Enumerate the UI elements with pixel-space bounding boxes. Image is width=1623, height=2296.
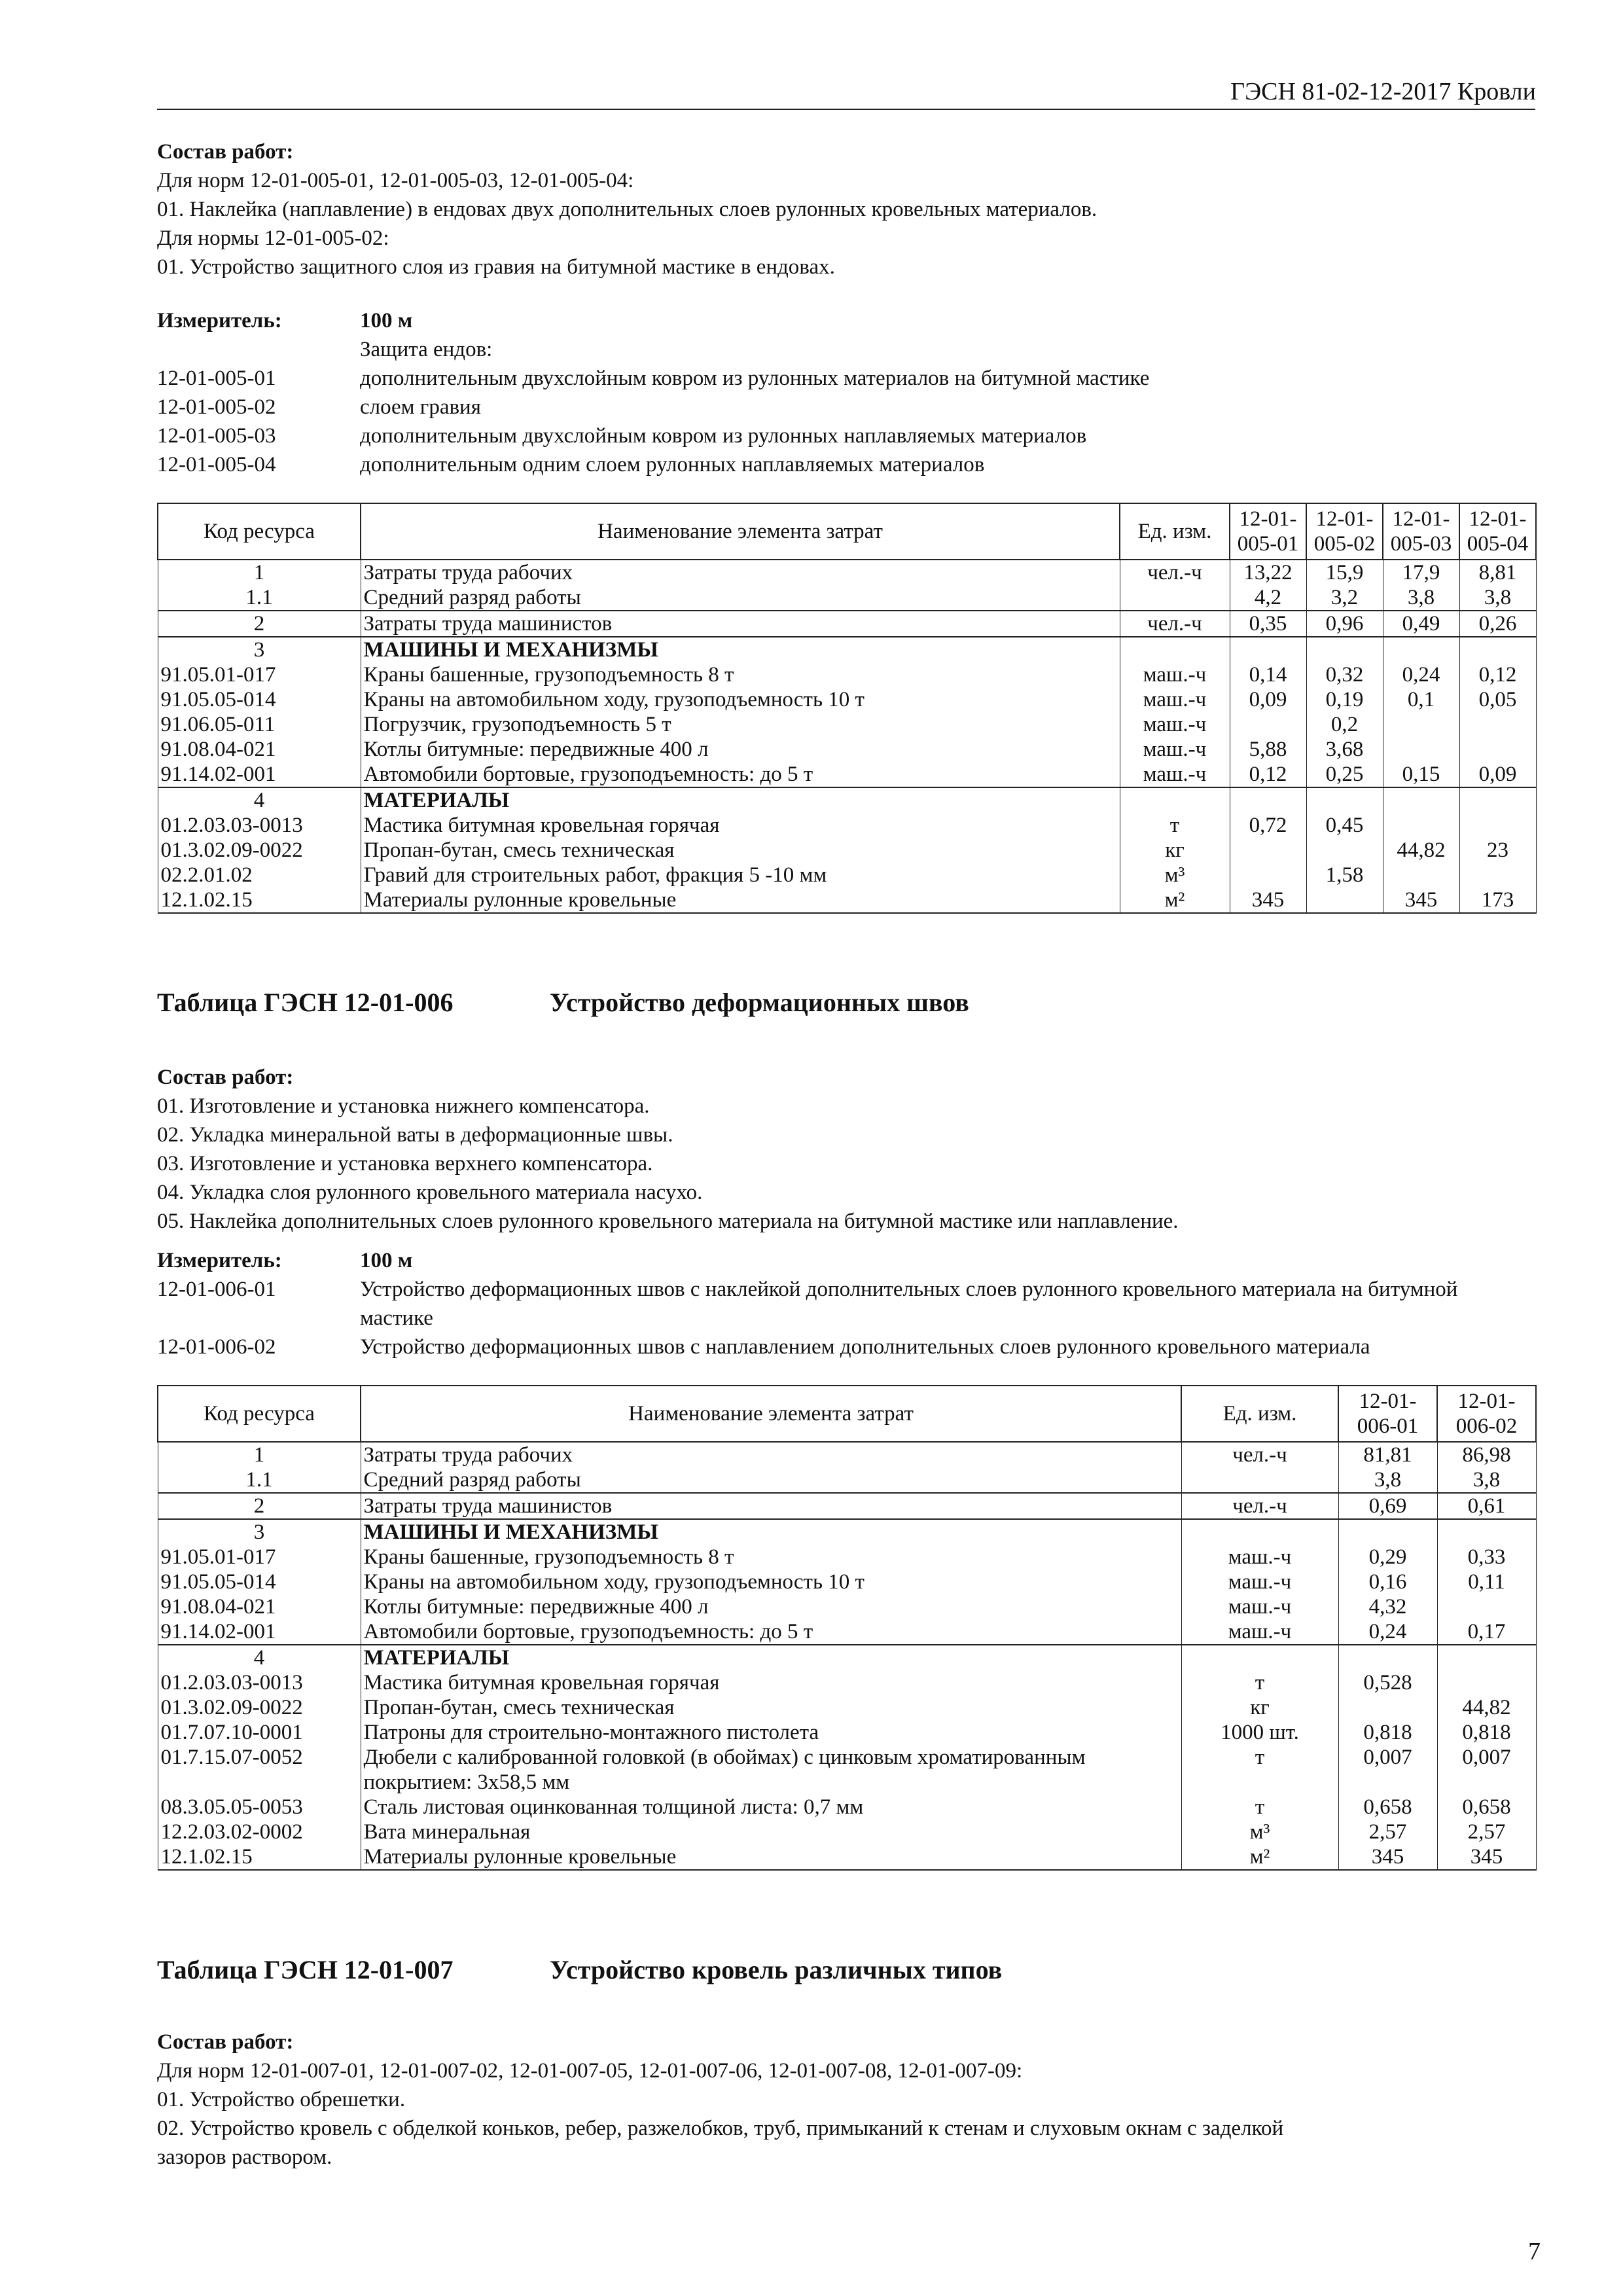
column-header: Ед. изм.: [1181, 1386, 1338, 1442]
norm-value: 3,8: [1437, 1467, 1536, 1493]
running-header-title: ГЭСН 81-02-12-2017 Кровли: [1230, 78, 1536, 105]
unit: [1120, 637, 1230, 662]
s2-composition: [157, 1063, 1535, 1236]
cost-element-name: Мастика битумная кровельная горячая: [361, 1670, 1181, 1695]
resource-code: 1: [158, 1442, 361, 1467]
resource-table-12-01-005: [157, 503, 1537, 914]
resource-code: 02.2.01.02: [158, 863, 361, 888]
cost-element-name: МАШИНЫ И МЕХАНИЗМЫ: [361, 637, 1120, 662]
cost-element-name: Пропан-бутан, смесь техническая: [361, 1695, 1181, 1720]
s1-composition-line: Для нормы 12-01-005-02:: [157, 226, 389, 250]
norm-value: 0,33: [1437, 1545, 1536, 1570]
unit: т: [1181, 1745, 1338, 1795]
norm-value: 4,32: [1338, 1594, 1437, 1619]
norm-value: 0,96: [1306, 611, 1383, 637]
norm-value: 0,818: [1338, 1720, 1437, 1745]
norm-value: [1459, 637, 1536, 662]
norm-value: 3,8: [1383, 585, 1459, 611]
resource-code: 2: [158, 1493, 361, 1519]
resource-code: 01.3.02.09-0022: [158, 838, 361, 863]
unit: маш.-ч: [1120, 712, 1230, 737]
norm-desc: слоем гравия: [360, 395, 481, 419]
s2-table-title: [157, 987, 969, 1018]
norm-value: 0,69: [1338, 1493, 1437, 1519]
page-number: 7: [1528, 2238, 1541, 2265]
cost-element-name: Котлы битумные: передвижные 400 л: [361, 1594, 1181, 1619]
table-row: [158, 1695, 1536, 1720]
table-row: [158, 1720, 1536, 1745]
norm-value: [1459, 737, 1536, 762]
unit: маш.-ч: [1120, 762, 1230, 787]
unit: кг: [1181, 1695, 1338, 1720]
norm-value: 44,82: [1383, 838, 1459, 863]
table-header-row: [158, 503, 1536, 560]
norm-value: 0,24: [1338, 1619, 1437, 1645]
norm-value: 0,11: [1437, 1570, 1536, 1594]
resource-code: 01.2.03.03-0013: [158, 1670, 361, 1695]
cost-element-name: МАШИНЫ И МЕХАНИЗМЫ: [361, 1519, 1181, 1545]
table-row: [158, 1442, 1536, 1467]
s3-composition-line: 01. Устройство обрешетки.: [157, 2088, 406, 2111]
header-rule: [157, 109, 1535, 110]
norm-value: 0,09: [1459, 762, 1536, 787]
s2-composition-line: 01. Изготовление и установка нижнего компенсатора.: [157, 1094, 650, 1118]
s1-measure-subtitle: Защита ендов:: [360, 338, 493, 361]
norm-value: 0,818: [1437, 1720, 1536, 1745]
norm-value: 0,26: [1459, 611, 1536, 637]
norm-value: [1437, 1670, 1536, 1695]
resource-code: 3: [158, 1519, 361, 1545]
norm-value: 0,19: [1306, 687, 1383, 712]
norm-value: 44,82: [1437, 1695, 1536, 1720]
s3-composition-line: зазоров раствором.: [157, 2145, 332, 2169]
s3-composition-label: Состав работ:: [157, 2030, 294, 2054]
s2-composition-line: 05. Наклейка дополнительных слоев рулонного кровельного материала на битумной мастике или наплавление.: [157, 1210, 1179, 1233]
table-row: [158, 838, 1536, 863]
cost-element-name: Средний разряд работы: [361, 1467, 1181, 1493]
norm-value: [1383, 813, 1459, 838]
norm-value: [1306, 838, 1383, 863]
norm-row: [157, 450, 1535, 479]
table-row: [158, 1519, 1536, 1545]
column-header: Код ресурса: [158, 1386, 361, 1442]
norm-value: [1338, 1695, 1437, 1720]
resource-code: 08.3.05.05-0053: [158, 1795, 361, 1820]
norm-value: 81,81: [1338, 1442, 1437, 1467]
cost-element-name: Вата минеральная: [361, 1820, 1181, 1844]
resource-code: 91.14.02-001: [158, 762, 361, 787]
norm-value: [1437, 1519, 1536, 1545]
resource-code: 91.05.01-017: [158, 1545, 361, 1570]
s1-measure-label: Измеритель:: [157, 309, 282, 332]
norm-value: 0,658: [1338, 1795, 1437, 1820]
column-header: Ед. изм.: [1120, 503, 1230, 560]
norm-value: 0,25: [1306, 762, 1383, 787]
resource-code: 91.05.01-017: [158, 662, 361, 687]
norm-code: 12-01-006-02: [157, 1335, 276, 1359]
s2-measure: [157, 1246, 1535, 1361]
cost-element-name: Затраты труда рабочих: [361, 1442, 1181, 1467]
table-row: [158, 611, 1536, 637]
table-row: [158, 888, 1536, 913]
resource-code: 1: [158, 560, 361, 585]
unit: чел.-ч: [1181, 1442, 1338, 1467]
norm-value: [1437, 1645, 1536, 1670]
unit: м³: [1120, 863, 1230, 888]
table-row: [158, 560, 1536, 585]
norm-value: 0,2: [1306, 712, 1383, 737]
table-row: [158, 1670, 1536, 1695]
norm-value: 0,32: [1306, 662, 1383, 687]
norm-row: [157, 364, 1535, 393]
norm-value: 3,8: [1459, 585, 1536, 611]
unit: [1181, 1467, 1338, 1493]
cost-element-name: Сталь листовая оцинкованная толщиной листа: 0,7 мм: [361, 1795, 1181, 1820]
resource-code: 91.14.02-001: [158, 1619, 361, 1645]
column-header: Наименование элемента затрат: [361, 503, 1120, 560]
norm-value: 0,09: [1230, 687, 1306, 712]
unit: маш.-ч: [1181, 1594, 1338, 1619]
column-header: 12-01-006-01: [1338, 1386, 1437, 1442]
norm-value: 0,49: [1383, 611, 1459, 637]
unit: [1120, 585, 1230, 611]
norm-value: 0,45: [1306, 813, 1383, 838]
unit: кг: [1120, 838, 1230, 863]
cost-element-name: Краны башенные, грузоподъемность 8 т: [361, 662, 1120, 687]
cost-element-name: Котлы битумные: передвижные 400 л: [361, 737, 1120, 762]
cost-element-name: Погрузчик, грузоподъемность 5 т: [361, 712, 1120, 737]
resource-code: 12.2.03.02-0002: [158, 1820, 361, 1844]
table-row: [158, 762, 1536, 787]
unit: чел.-ч: [1181, 1493, 1338, 1519]
resource-table-12-01-006: [157, 1385, 1537, 1871]
norm-value: [1338, 1519, 1437, 1545]
cost-element-name: Краны на автомобильном ходу, грузоподъемность 10 т: [361, 687, 1120, 712]
table-row: [158, 1493, 1536, 1519]
norm-value: 0,1: [1383, 687, 1459, 712]
cost-element-name: Затраты труда машинистов: [361, 611, 1120, 637]
cost-element-name: Затраты труда рабочих: [361, 560, 1120, 585]
table-row: [158, 1570, 1536, 1594]
norm-value: 5,88: [1230, 737, 1306, 762]
norm-value: 345: [1437, 1844, 1536, 1870]
norm-code: 12-01-006-01: [157, 1278, 276, 1301]
unit: [1181, 1519, 1338, 1545]
s1-composition-label: Состав работ:: [157, 140, 294, 164]
table-row: [158, 1844, 1536, 1870]
unit: чел.-ч: [1120, 560, 1230, 585]
s1-composition: [157, 137, 1535, 281]
norm-value: [1459, 712, 1536, 737]
norm-value: 0,658: [1437, 1795, 1536, 1820]
cost-element-name: Гравий для строительных работ, фракция 5 -10 мм: [361, 863, 1120, 888]
table-row: [158, 662, 1536, 687]
norm-value: 0,05: [1459, 687, 1536, 712]
unit: маш.-ч: [1181, 1545, 1338, 1570]
resource-code: 91.08.04-021: [158, 737, 361, 762]
norm-value: [1383, 737, 1459, 762]
unit: [1181, 1645, 1338, 1670]
s1-composition-line: Для норм 12-01-005-01, 12-01-005-03, 12-01-005-04:: [157, 169, 634, 192]
s2-composition-line: 04. Укладка слоя рулонного кровельного материала насухо.: [157, 1181, 703, 1204]
norm-value: 2,57: [1338, 1820, 1437, 1844]
norm-value: 3,8: [1338, 1467, 1437, 1493]
resource-code: 01.7.15.07-0052: [158, 1745, 361, 1795]
unit: т: [1120, 813, 1230, 838]
norm-row: [157, 1333, 1535, 1361]
unit: м²: [1181, 1844, 1338, 1870]
table-row: [158, 1820, 1536, 1844]
unit: м²: [1120, 888, 1230, 913]
norm-code: 12-01-005-03: [157, 424, 276, 448]
resource-code: 01.2.03.03-0013: [158, 813, 361, 838]
table-row: [158, 1545, 1536, 1570]
table-row: [158, 637, 1536, 662]
s1-composition-line: 01. Наклейка (наплавление) в ендовах двух дополнительных слоев рулонных кровельных материалов.: [157, 198, 1097, 221]
norm-value: 4,2: [1230, 585, 1306, 611]
resource-code: 91.08.04-021: [158, 1594, 361, 1619]
cost-element-name: Пропан-бутан, смесь техническая: [361, 838, 1120, 863]
norm-value: 17,9: [1383, 560, 1459, 585]
s3-table-title: [157, 1954, 1002, 1986]
norm-value: 0,007: [1437, 1745, 1536, 1795]
norm-value: [1230, 637, 1306, 662]
cost-element-name: Краны на автомобильном ходу, грузоподъемность 10 т: [361, 1570, 1181, 1594]
norm-value: 2,57: [1437, 1820, 1536, 1844]
unit: маш.-ч: [1120, 737, 1230, 762]
s2-title-name: Устройство деформационных швов: [550, 988, 969, 1017]
norm-value: 345: [1383, 888, 1459, 913]
resource-code: 4: [158, 1645, 361, 1670]
resource-code: 2: [158, 611, 361, 637]
cost-element-name: Материалы рулонные кровельные: [361, 888, 1120, 913]
unit: м³: [1181, 1820, 1338, 1844]
norm-value: 86,98: [1437, 1442, 1536, 1467]
norm-value: [1230, 787, 1306, 813]
norm-value: 8,81: [1459, 560, 1536, 585]
resource-code: 1.1: [158, 1467, 361, 1493]
s3-title-code: Таблица ГЭСН 12-01-007: [157, 1955, 454, 1984]
s3-composition-line: Для норм 12-01-007-01, 12-01-007-02, 12-01-007-05, 12-01-007-06, 12-01-007-08, 12-01-007-09:: [157, 2059, 1023, 2083]
norm-row: [157, 1275, 1535, 1333]
column-header: 12-01-005-02: [1306, 503, 1383, 560]
norm-row: [157, 393, 1535, 422]
table-row: [158, 813, 1536, 838]
norm-value: 13,22: [1230, 560, 1306, 585]
norm-value: [1383, 863, 1459, 888]
norm-value: 3,2: [1306, 585, 1383, 611]
table-row: [158, 1745, 1536, 1795]
resource-code: 01.3.02.09-0022: [158, 1695, 361, 1720]
norm-value: 0,29: [1338, 1545, 1437, 1570]
norm-desc: дополнительным двухслойным ковром из рулонных материалов на битумной мастике: [360, 367, 1150, 390]
norm-value: 0,528: [1338, 1670, 1437, 1695]
table-row: [158, 585, 1536, 611]
s1-composition-line: 01. Устройство защитного слоя из гравия на битумной мастике в ендовах.: [157, 255, 835, 279]
cost-element-name: Автомобили бортовые, грузоподъемность: до 5 т: [361, 1619, 1181, 1645]
resource-code: 01.7.07.10-0001: [158, 1720, 361, 1745]
unit: маш.-ч: [1181, 1570, 1338, 1594]
norm-value: 0,15: [1383, 762, 1459, 787]
norm-value: [1306, 888, 1383, 913]
resource-code: 4: [158, 787, 361, 813]
resource-code: 12.1.02.15: [158, 888, 361, 913]
cost-element-name: Автомобили бортовые, грузоподъемность: до 5 т: [361, 762, 1120, 787]
norm-value: [1230, 712, 1306, 737]
s3-title-name: Устройство кровель различных типов: [550, 1955, 1003, 1984]
column-header: 12-01-005-04: [1459, 503, 1536, 560]
table-row: [158, 687, 1536, 712]
column-header: Код ресурса: [158, 503, 361, 560]
norm-code: 12-01-005-04: [157, 453, 276, 476]
unit: т: [1181, 1670, 1338, 1695]
resource-code: 1.1: [158, 585, 361, 611]
norm-value: [1383, 637, 1459, 662]
resource-code: 91.05.05-014: [158, 1570, 361, 1594]
table-row: [158, 712, 1536, 737]
norm-value: 0,16: [1338, 1570, 1437, 1594]
norm-value: [1459, 813, 1536, 838]
norm-desc: Устройство деформационных швов с наклейкой дополнительных слоев рулонного кровельного материала на битумной мастике: [360, 1278, 1458, 1330]
norm-value: [1306, 637, 1383, 662]
norm-value: 345: [1338, 1844, 1437, 1870]
norm-value: 0,12: [1459, 662, 1536, 687]
cost-element-name: Средний разряд работы: [361, 585, 1120, 611]
norm-value: [1230, 838, 1306, 863]
norm-value: 1,58: [1306, 863, 1383, 888]
norm-value: [1459, 863, 1536, 888]
cost-element-name: МАТЕРИАЛЫ: [361, 787, 1120, 813]
norm-row: [157, 422, 1535, 450]
table-row: [158, 1619, 1536, 1645]
norm-value: 0,14: [1230, 662, 1306, 687]
norm-value: 0,17: [1437, 1619, 1536, 1645]
norm-value: 345: [1230, 888, 1306, 913]
table-row: [158, 863, 1536, 888]
unit: маш.-ч: [1120, 687, 1230, 712]
norm-value: 0,61: [1437, 1493, 1536, 1519]
cost-element-name: Дюбели с калиброванной головкой (в обоймах) с цинковым хроматированным покрытием: 3х58,5 мм: [361, 1745, 1181, 1795]
norm-value: 3,68: [1306, 737, 1383, 762]
resource-code: 91.06.05-011: [158, 712, 361, 737]
s2-title-code: Таблица ГЭСН 12-01-006: [157, 988, 454, 1017]
resource-code: 91.05.05-014: [158, 687, 361, 712]
norm-value: [1306, 787, 1383, 813]
table-row: [158, 1467, 1536, 1493]
norm-code: 12-01-005-01: [157, 367, 276, 390]
norm-value: [1230, 863, 1306, 888]
cost-element-name: МАТЕРИАЛЫ: [361, 1645, 1181, 1670]
cost-element-name: Мастика битумная кровельная горячая: [361, 813, 1120, 838]
unit: [1120, 787, 1230, 813]
s3-composition-line: 02. Устройство кровель с обделкой коньков, ребер, разжелобков, труб, примыканий к стенам и слуховым окнам с заделкой: [157, 2117, 1284, 2140]
cost-element-name: Краны башенные, грузоподъемность 8 т: [361, 1545, 1181, 1570]
column-header: 12-01-005-01: [1230, 503, 1306, 560]
column-header: 12-01-006-02: [1437, 1386, 1536, 1442]
norm-value: 23: [1459, 838, 1536, 863]
table-row: [158, 1645, 1536, 1670]
norm-value: 0,24: [1383, 662, 1459, 687]
s1-measure: [157, 306, 1535, 479]
norm-value: [1459, 787, 1536, 813]
table-row: [158, 737, 1536, 762]
norm-code: 12-01-005-02: [157, 395, 276, 419]
column-header: 12-01-005-03: [1383, 503, 1459, 560]
unit: маш.-ч: [1181, 1619, 1338, 1645]
norm-desc: дополнительным двухслойным ковром из рулонных наплавляемых материалов: [360, 424, 1087, 448]
s2-composition-line: 03. Изготовление и установка верхнего компенсатора.: [157, 1152, 653, 1175]
norm-value: 173: [1459, 888, 1536, 913]
resource-code: 12.1.02.15: [158, 1844, 361, 1870]
resource-code: 3: [158, 637, 361, 662]
norm-value: 15,9: [1306, 560, 1383, 585]
unit: 1000 шт.: [1181, 1720, 1338, 1745]
norm-value: [1338, 1645, 1437, 1670]
table-row: [158, 1594, 1536, 1619]
norm-value: 0,72: [1230, 813, 1306, 838]
norm-value: 0,12: [1230, 762, 1306, 787]
norm-value: [1383, 787, 1459, 813]
s2-measure-value: 100 м: [360, 1249, 413, 1272]
table-row: [158, 787, 1536, 813]
norm-value: [1437, 1594, 1536, 1619]
norm-value: 0,007: [1338, 1745, 1437, 1795]
s2-measure-label: Измеритель:: [157, 1249, 282, 1272]
table-header-row: [158, 1386, 1536, 1442]
unit: чел.-ч: [1120, 611, 1230, 637]
s2-composition-line: 02. Укладка минеральной ваты в деформационные швы.: [157, 1123, 673, 1147]
norm-desc: Устройство деформационных швов с наплавлением дополнительных слоев рулонного кровельного материала: [360, 1335, 1370, 1359]
cost-element-name: Материалы рулонные кровельные: [361, 1844, 1181, 1870]
column-header: Наименование элемента затрат: [361, 1386, 1181, 1442]
cost-element-name: Затраты труда машинистов: [361, 1493, 1181, 1519]
cost-element-name: Патроны для строительно-монтажного пистолета: [361, 1720, 1181, 1745]
unit: т: [1181, 1795, 1338, 1820]
s3-composition: [157, 2028, 1535, 2172]
unit: маш.-ч: [1120, 662, 1230, 687]
norm-desc: дополнительным одним слоем рулонных наплавляемых материалов: [360, 453, 985, 476]
s1-measure-value: 100 м: [360, 309, 413, 332]
norm-value: 0,35: [1230, 611, 1306, 637]
norm-value: [1383, 712, 1459, 737]
s2-composition-label: Состав работ:: [157, 1066, 294, 1089]
table-row: [158, 1795, 1536, 1820]
